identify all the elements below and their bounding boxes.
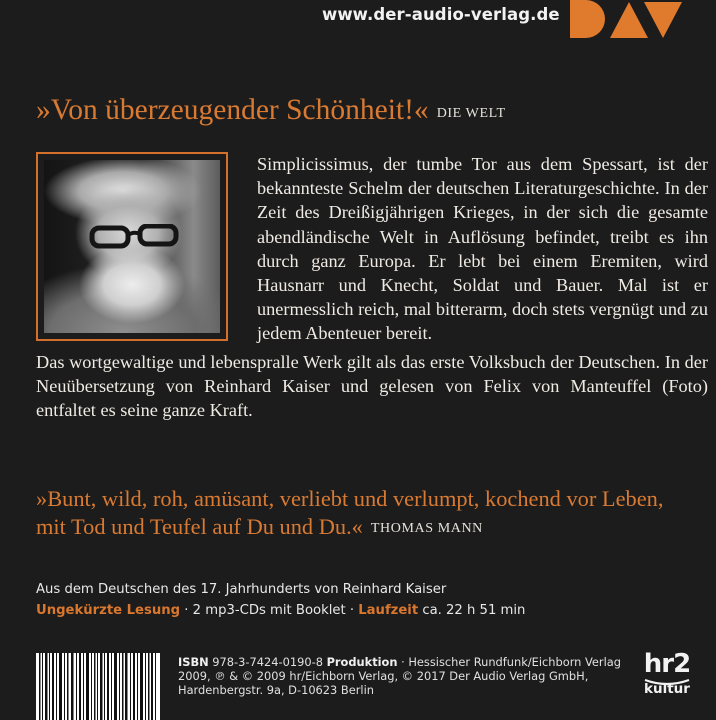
narrator-photo-frame xyxy=(36,152,228,341)
hr2-kultur-logo xyxy=(637,649,697,712)
legal-info: ISBN 978-3-7424-0190-8 Produktion · Hessischer Rundfunk/Eichborn Verlag 2009, ℗ & © 2009 hr/Eichborn Verlag, © 2017 Der Audio Verlag GmbH, Hardenbergstr. 9a, D-10623 Berlin xyxy=(178,655,621,698)
edition-label: Ungekürzte Lesung xyxy=(36,602,181,618)
review-quote-source: DIE WELT xyxy=(436,106,506,121)
review-quote-text: »Von überzeugender Schönheit!« xyxy=(36,94,429,126)
copyright-line: 2009, ℗ & © 2009 hr/Eichborn Verlag, © 2017 Der Audio Verlag GmbH, xyxy=(178,669,589,684)
author-quote-source: THOMAS MANN xyxy=(370,520,483,536)
format-info: 2 mp3-CDs mit Booklet xyxy=(192,602,346,618)
description-paragraph-1: Simplicissimus, der tumbe Tor aus dem Spessart, ist der bekannteste Schelm der deutschen Literaturgeschichte. In der Zeit des Dreißigjährigen Krieges, in der sich die gesamte abendländische Welt in Auflösung befindet, treibt es ihn durch ganz Europa. Er lebt bei einem Eremiten, wird Hausnarr und Knecht, Soldat und Bauer. Mal ist er unermesslich reich, mal bitterarm, doch stets vergnügt und zu jedem Abenteuer bereit. xyxy=(257,154,708,344)
product-info: Aus dem Deutschen des 17. Jahrhunderts von Reinhard Kaiser Ungekürzte Lesung · 2 mp3-CDs mit Booklet · Laufzeit ca. 22 h 51 min xyxy=(36,582,526,618)
description-paragraph-2: Das wortgewaltige und lebenspralle Werk gilt als das erste Volksbuch der Deutschen. In der Neuübersetzung von Reinhard Kaiser und gelesen von Felix von Manteuffel (Foto) entfaltet es seine ganze Kraft. xyxy=(36,352,708,421)
hr2-logo-text: hr2 xyxy=(643,649,691,679)
author-quote-line-1: »Bunt, wild, roh, amüsant, verliebt und verlumpt, kochend vor Leben, xyxy=(36,486,664,511)
translation-credit: Aus dem Deutschen des 17. Jahrhunderts von Reinhard Kaiser xyxy=(36,582,447,597)
review-quote xyxy=(36,94,506,127)
glasses-shape xyxy=(88,224,180,250)
dav-logo xyxy=(570,0,682,38)
isbn-label: ISBN xyxy=(178,655,209,669)
website-url[interactable]: www.der-audio-verlag.de xyxy=(322,5,560,24)
smile-curve-icon xyxy=(643,678,691,686)
barcode-icon xyxy=(36,653,160,720)
barcode xyxy=(36,653,160,720)
dav-logo-icon xyxy=(570,0,682,38)
production-label: Produktion xyxy=(326,655,398,669)
isbn-value: 978-3-7424-0190-8 xyxy=(208,655,327,669)
runtime-value: ca. 22 h 51 min xyxy=(418,602,526,618)
narrator-photo xyxy=(44,160,220,333)
address-line: Hardenbergstr. 9a, D-10623 Berlin xyxy=(178,683,374,698)
author-quote-line-2: mit Tod und Teufel auf Du und Du.« xyxy=(36,513,363,539)
author-quote xyxy=(36,485,708,542)
runtime-label: Laufzeit xyxy=(358,602,419,618)
kultur-logo-text: kultur xyxy=(644,681,690,697)
